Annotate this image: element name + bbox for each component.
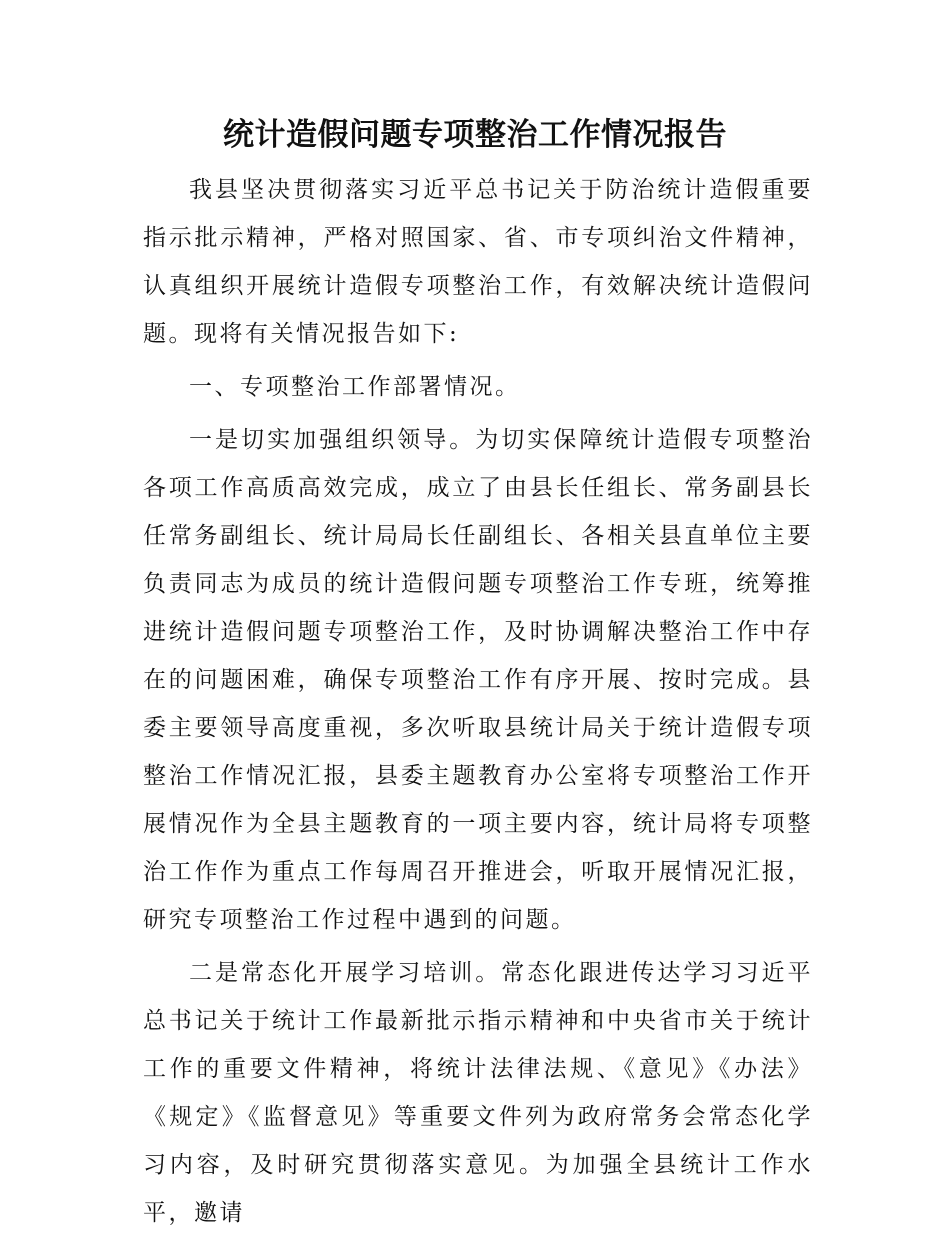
- document-title: 统计造假问题专项整治工作情况报告: [223, 117, 727, 153]
- paragraph-organization-leadership: 一是切实加强组织领导。为切实保障统计造假专项整治各项工作高质高效完成，成立了由县长任组长、常务副县长任常务副组长、统计局局长任副组长、各相关县直单位主要负责同志为成员的统计造假问题专项整治工作专班，统筹推进统计造假问题专项整治工作，及时协调解决整治工作中存在的问题困难，确保专项整治工作有序开展、按时完成。县委主要领导高度重视，多次听取县统计局关于统计造假专项整治工作情况汇报，县委主题教育办公室将专项整治工作开展情况作为全县主题教育的一项主要内容，统计局将专项整治工作作为重点工作每周召开推进会，听取开展情况汇报，研究专项整治工作过程中遇到的问题。: [143, 427, 813, 933]
- paragraph-study-training: 二是常态化开展学习培训。常态化跟进传达学习习近平总书记关于统计工作最新批示指示精神和中央省市关于统计工作的重要文件精神，将统计法律法规、《意见》《办法》《规定》《监督意见》等重要文件列为政府常务会常态化学习内容，及时研究贯彻落实意见。为加强全县统计工作水平，邀请: [143, 960, 813, 1226]
- section-heading-deployment: 一、专项整治工作部署情况。: [189, 374, 521, 400]
- document-body: [143, 166, 813, 1237]
- intro-paragraph: 我县坚决贯彻落实习近平总书记关于防治统计造假重要指示批示精神，严格对照国家、省、市专项纠治文件精神，认真组织开展统计造假专项整治工作，有效解决统计造假问题。现将有关情况报告如下:: [143, 177, 813, 347]
